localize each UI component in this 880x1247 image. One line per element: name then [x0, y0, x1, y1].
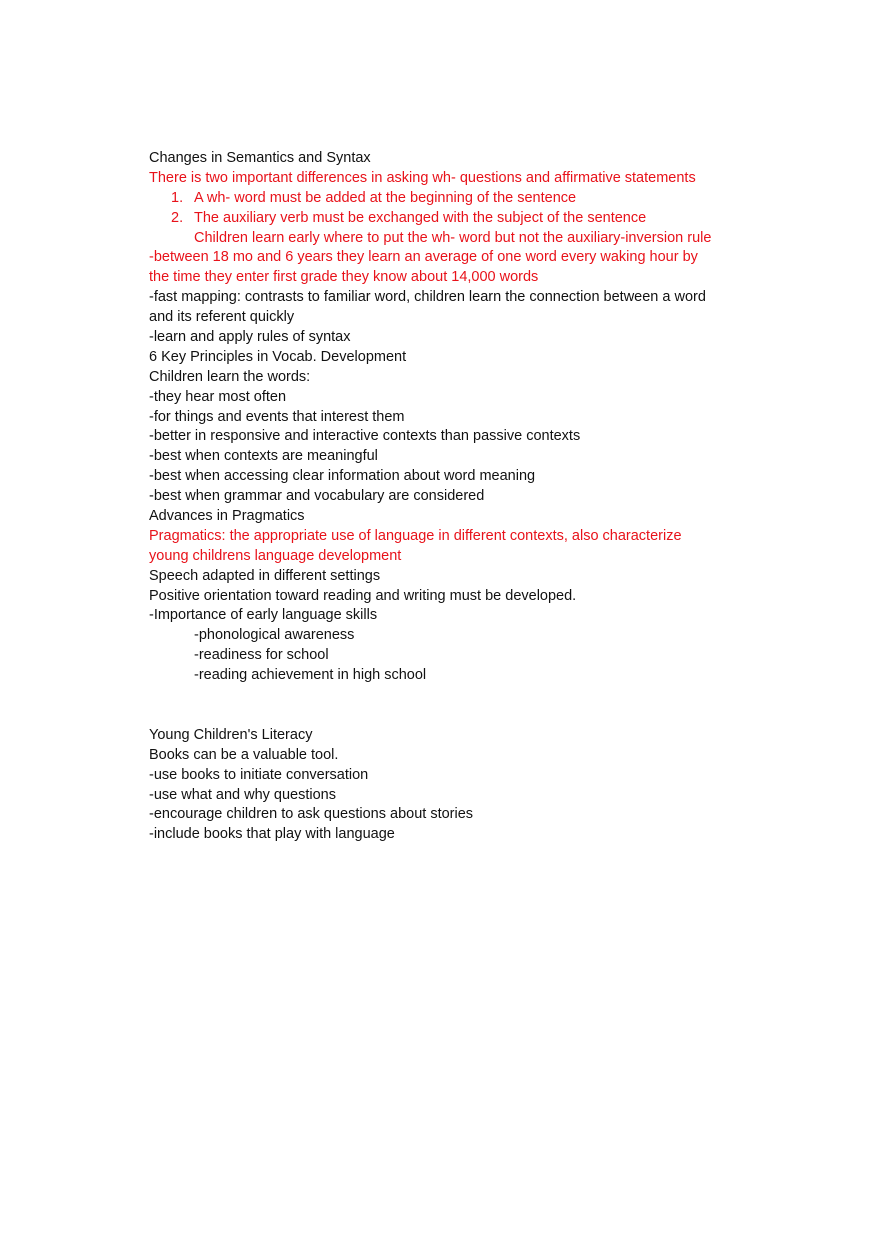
sub-list-item: -readiness for school — [194, 647, 329, 664]
list-item: -encourage children to ask questions about stories — [149, 806, 474, 823]
list-item: -use books to initiate conversation — [149, 766, 369, 783]
list-number: 2. — [171, 209, 184, 226]
numbered-item-1 — [149, 189, 749, 209]
list-number: 1. — [171, 189, 184, 206]
vocab-growth-line-2: the time they enter first grade they know about 14,000 words — [149, 269, 539, 286]
vocab-principles-intro: Children learn the words: — [149, 368, 311, 385]
reading-orientation-line: Positive orientation toward reading and writing must be developed. — [149, 587, 577, 604]
section-heading-pragmatics: Advances in Pragmatics — [149, 508, 305, 525]
list-item: -for things and events that interest them — [149, 408, 405, 425]
list-item-text: A wh- word must be added at the beginning of the sentence — [194, 189, 577, 206]
section-spacer — [149, 686, 749, 726]
wh-questions-intro: There is two important differences in asking wh- questions and affirmative statements — [149, 169, 696, 186]
pragmatics-definition-line-1: Pragmatics: the appropriate use of language in different contexts, also characterize — [149, 527, 682, 544]
sub-list-item: -reading achievement in high school — [194, 667, 427, 684]
numbered-item-2 — [149, 209, 749, 229]
vocab-growth-line-1: -between 18 mo and 6 years they learn an average of one word every waking hour by — [149, 249, 698, 266]
literacy-intro: Books can be a valuable tool. — [149, 746, 339, 763]
speech-settings-line: Speech adapted in different settings — [149, 567, 381, 584]
list-item: -best when accessing clear information about word meaning — [149, 468, 536, 485]
list-item: -they hear most often — [149, 388, 287, 405]
syntax-rules-line: -learn and apply rules of syntax — [149, 329, 351, 346]
list-item: -best when grammar and vocabulary are considered — [149, 488, 485, 505]
list-item: -use what and why questions — [149, 786, 336, 803]
auxiliary-inversion-note: Children learn early where to put the wh- word but not the auxiliary-inversion rule — [194, 229, 712, 246]
list-item-text: The auxiliary verb must be exchanged with the subject of the sentence — [194, 209, 647, 226]
sub-list-item: -phonological awareness — [194, 627, 355, 644]
list-item: -better in responsive and interactive contexts than passive contexts — [149, 428, 581, 445]
pragmatics-definition-line-2: young childrens language development — [149, 547, 402, 564]
section-heading-semantics-syntax: Changes in Semantics and Syntax — [149, 150, 371, 166]
fast-mapping-line-2: and its referent quickly — [149, 309, 295, 326]
list-item: -best when contexts are meaningful — [149, 448, 378, 465]
list-item: -include books that play with language — [149, 826, 395, 843]
fast-mapping-line-1: -fast mapping: contrasts to familiar word, children learn the connection between a word — [149, 289, 706, 306]
section-heading-vocab-principles: 6 Key Principles in Vocab. Development — [149, 348, 407, 365]
document-page — [149, 149, 749, 845]
early-language-skills-line: -Importance of early language skills — [149, 607, 378, 624]
section-heading-literacy: Young Children's Literacy — [149, 726, 313, 743]
